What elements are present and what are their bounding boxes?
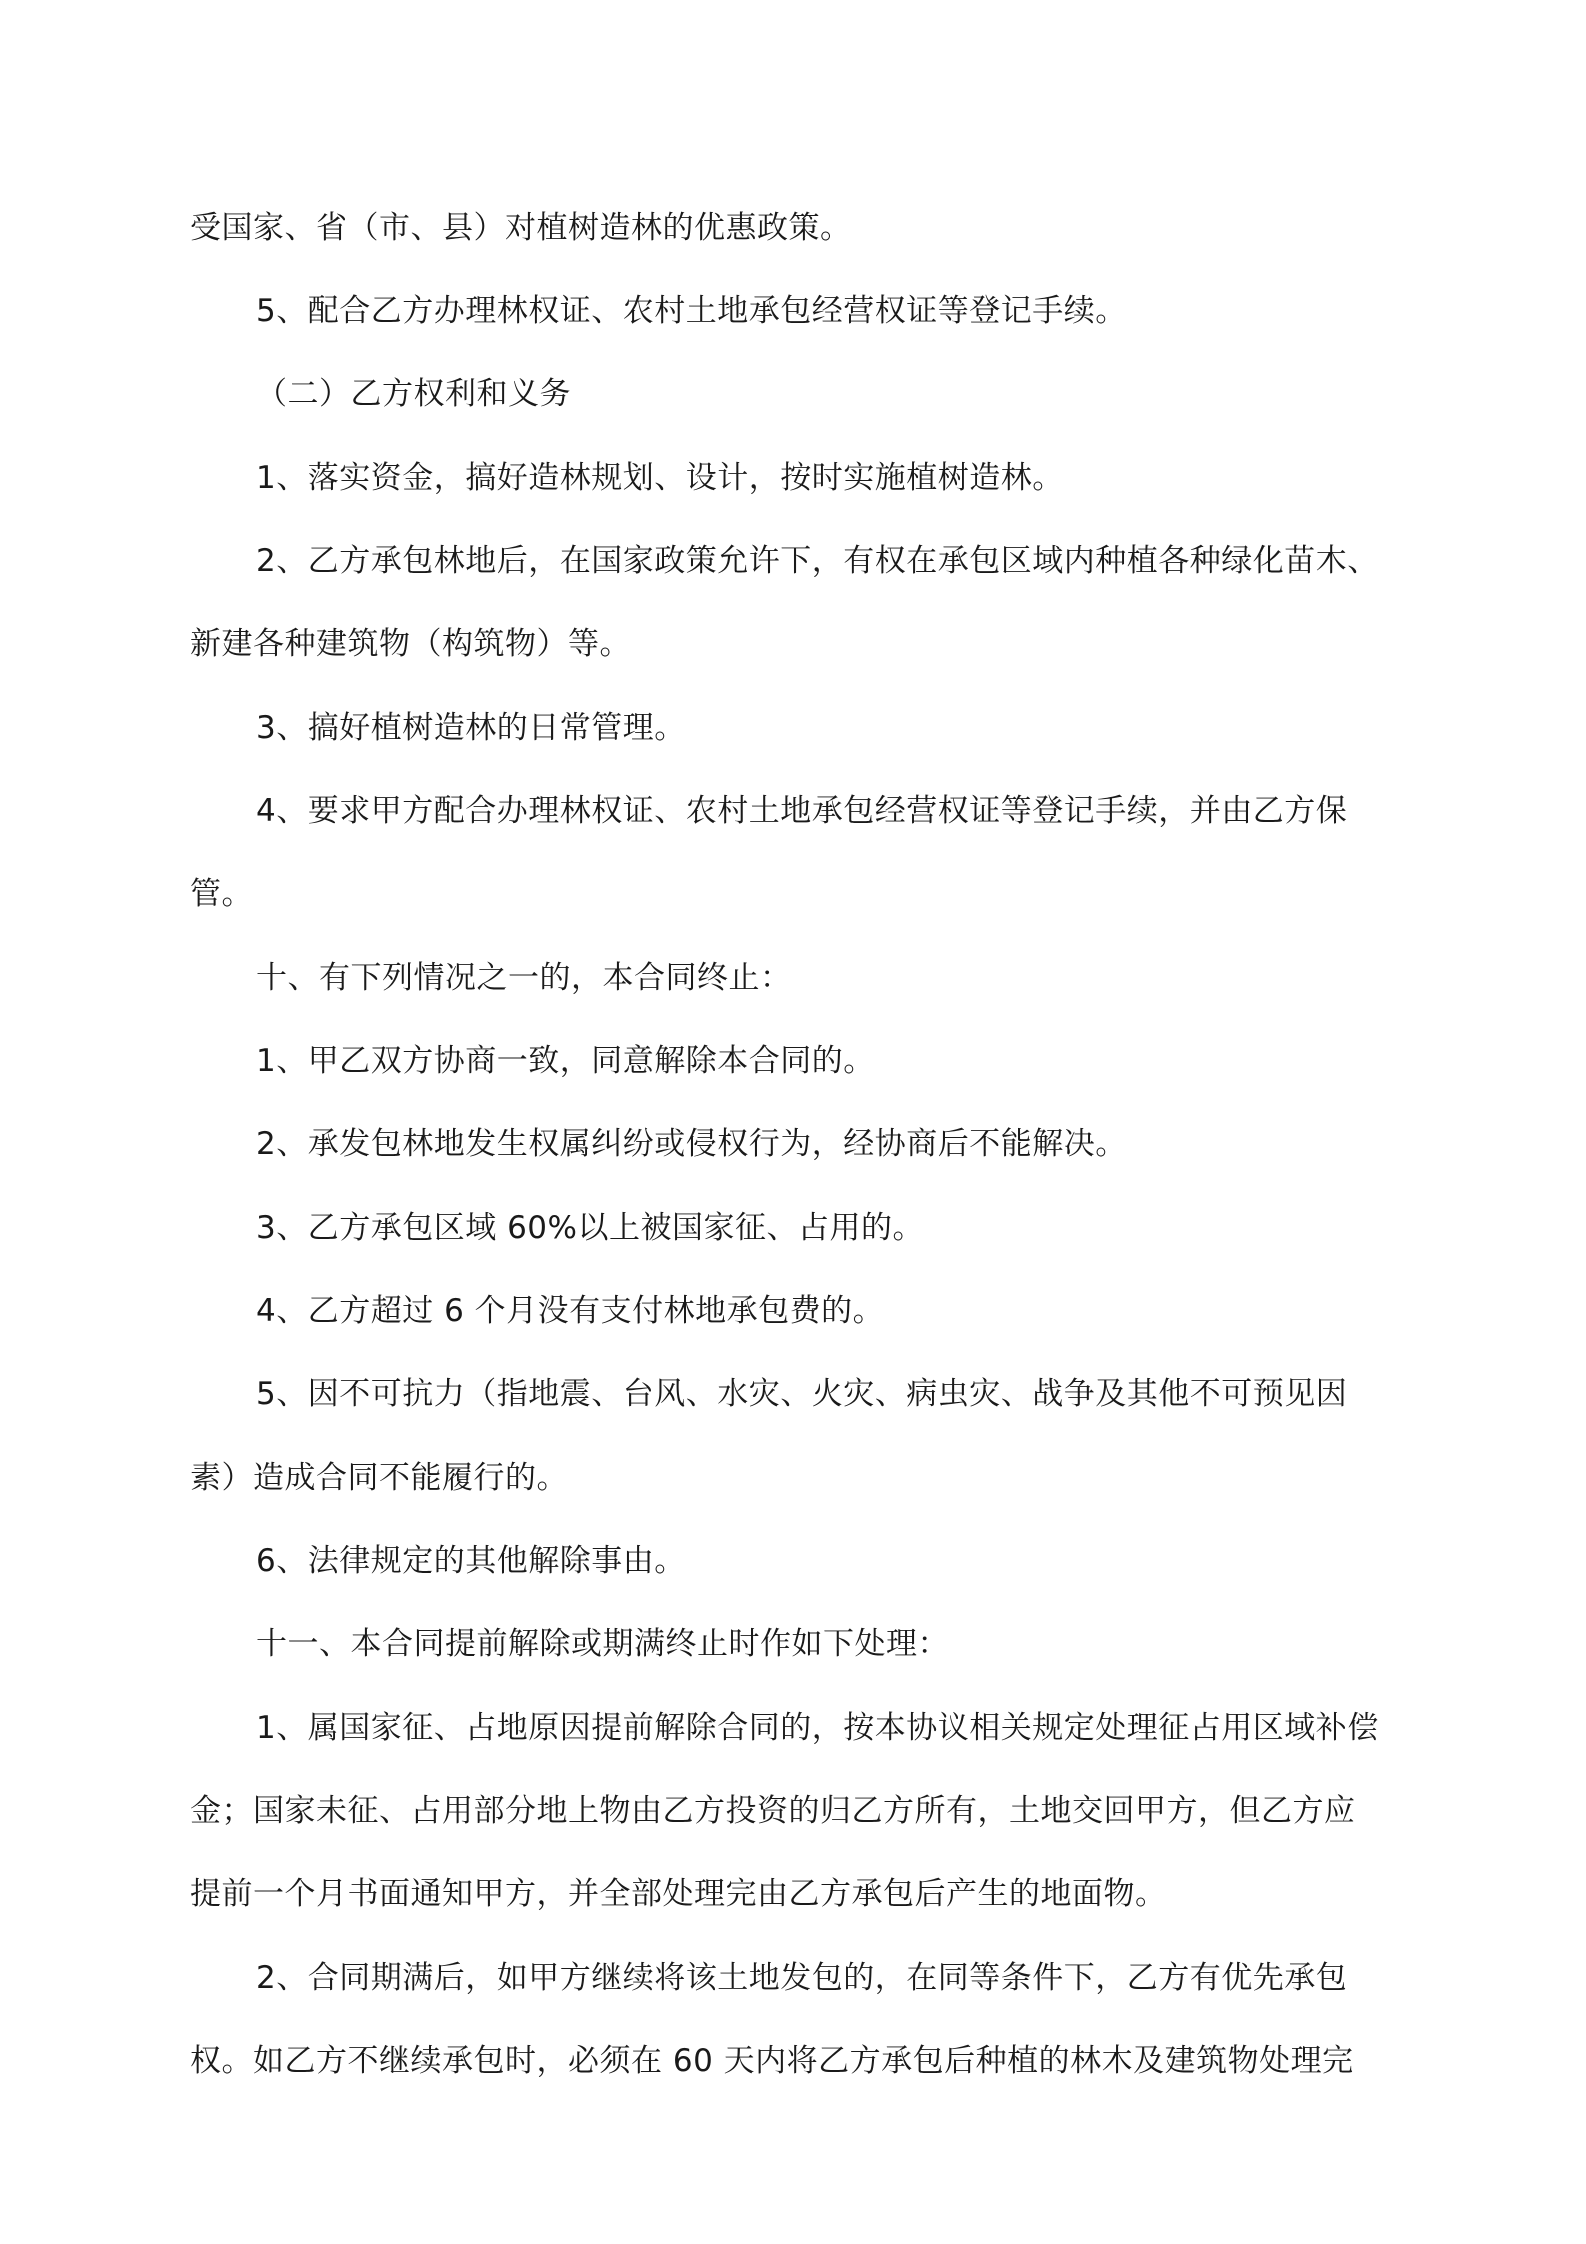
text-line: 1、甲乙双方协商一致，同意解除本合同的。 <box>256 1043 875 1079</box>
text-line: 4、乙方超过 6 个月没有支付林地承包费的。 <box>256 1293 885 1329</box>
text-line: 6、法律规定的其他解除事由。 <box>256 1543 686 1579</box>
text-line: 管。 <box>190 876 253 912</box>
text-line: 提前一个月书面通知甲方，并全部处理完由乙方承包后产生的地面物。 <box>190 1876 1167 1912</box>
section-heading: 十一、本合同提前解除或期满终止时作如下处理： <box>256 1626 949 1662</box>
text-line: 2、乙方承包林地后，在国家政策允许下，有权在承包区域内种植各种绿化苗木、 <box>256 543 1379 579</box>
section-heading: 十、有下列情况之一的，本合同终止： <box>256 960 792 996</box>
text-line: 受国家、省（市、县）对植树造林的优惠政策。 <box>190 210 852 246</box>
text-line: 2、合同期满后，如甲方继续将该土地发包的，在同等条件下，乙方有优先承包 <box>256 1960 1348 1996</box>
text-line: 新建各种建筑物（构筑物）等。 <box>190 626 631 662</box>
text-line: 素）造成合同不能履行的。 <box>190 1460 568 1496</box>
text-line: 5、因不可抗力（指地震、台风、水灾、火灾、病虫灾、战争及其他不可预见因 <box>256 1376 1348 1412</box>
text-line: 金；国家未征、占用部分地上物由乙方投资的归乙方所有，土地交回甲方，但乙方应 <box>190 1793 1356 1829</box>
text-line: 3、搞好植树造林的日常管理。 <box>256 710 686 746</box>
text-line: 1、属国家征、占地原因提前解除合同的，按本协议相关规定处理征占用区域补偿 <box>256 1710 1379 1746</box>
text-line: 4、要求甲方配合办理林权证、农村土地承包经营权证等登记手续，并由乙方保 <box>256 793 1348 829</box>
text-line: 5、配合乙方办理林权证、农村土地承包经营权证等登记手续。 <box>256 293 1127 329</box>
text-line: 2、承发包林地发生权属纠纷或侵权行为，经协商后不能解决。 <box>256 1126 1127 1162</box>
section-heading: （二）乙方权利和义务 <box>256 376 571 412</box>
text-line: 权。如乙方不继续承包时，必须在 60 天内将乙方承包后种植的林木及建筑物处理完 <box>190 2043 1354 2079</box>
text-line: 1、落实资金，搞好造林规划、设计，按时实施植树造林。 <box>256 460 1064 496</box>
text-line: 3、乙方承包区域 60%以上被国家征、占用的。 <box>256 1210 924 1246</box>
